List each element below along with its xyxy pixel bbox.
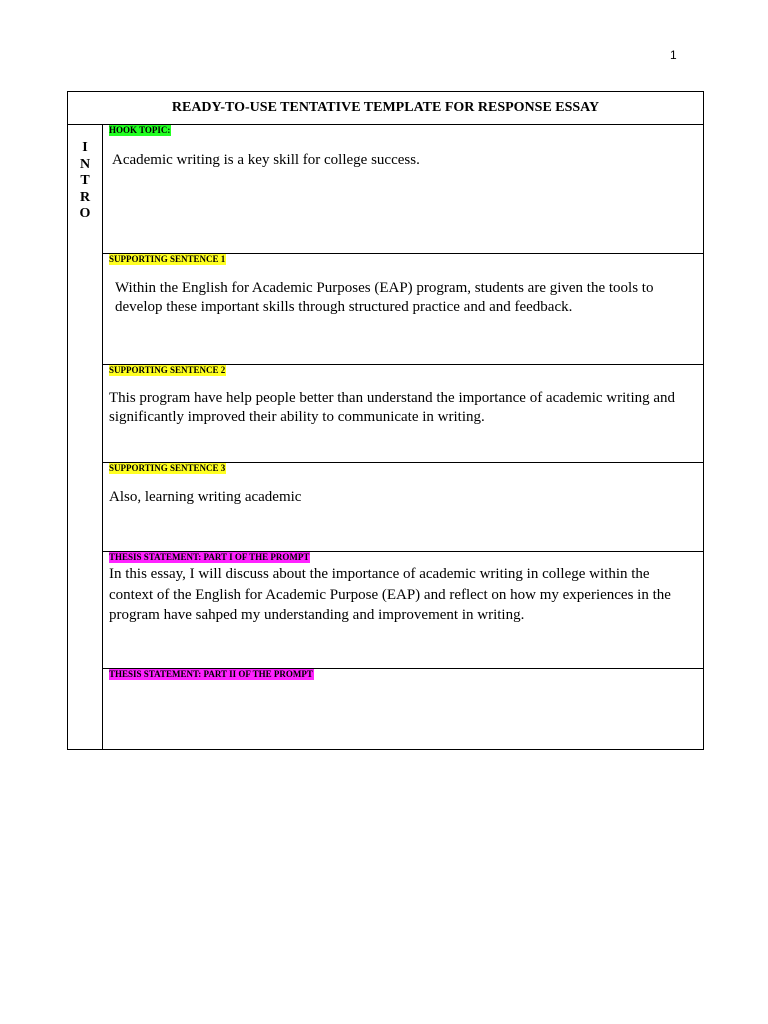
section-thesis-part-2 bbox=[103, 669, 703, 750]
supporting-sentence-2-text[interactable]: This program have help people better than understand the importance of academic writing and significantly improved their ability to communicate in writing. bbox=[109, 390, 676, 425]
section-hook-topic bbox=[103, 125, 703, 254]
side-letter: O bbox=[79, 206, 91, 221]
template-title: READY-TO-USE TENTATIVE TEMPLATE FOR RESPONSE ESSAY bbox=[68, 92, 703, 125]
essay-template-table bbox=[67, 91, 704, 750]
section-thesis-part-1 bbox=[103, 552, 703, 669]
side-letter: R bbox=[79, 189, 91, 205]
supporting-sentence-3-label: SUPPORTING SENTENCE 3 bbox=[109, 463, 226, 473]
hook-topic-label: HOOK TOPIC: bbox=[109, 125, 171, 135]
side-letter: I bbox=[82, 140, 88, 155]
hook-topic-text[interactable]: Academic writing is a key skill for college success. bbox=[112, 152, 420, 168]
thesis-part-2-label: THESIS STATEMENT: PART II OF THE PROMPT bbox=[109, 669, 313, 679]
section-supporting-sentence-3 bbox=[103, 463, 703, 552]
supporting-sentence-1-text[interactable]: Within the English for Academic Purposes (EAP) program, students are given the tools to develop these important skills through structured practice and and feedback. bbox=[115, 280, 654, 315]
supporting-sentence-2-label: SUPPORTING SENTENCE 2 bbox=[109, 365, 226, 375]
page-number: 1 bbox=[670, 48, 677, 62]
thesis-part-1-label: THESIS STATEMENT: PART I OF THE PROMPT bbox=[109, 552, 310, 562]
supporting-sentence-1-label: SUPPORTING SENTENCE 1 bbox=[109, 254, 226, 264]
side-letter: N bbox=[79, 156, 91, 172]
section-supporting-sentence-1 bbox=[103, 254, 703, 365]
intro-side-column bbox=[68, 125, 103, 749]
template-sections bbox=[103, 125, 703, 749]
section-supporting-sentence-2 bbox=[103, 365, 703, 463]
supporting-sentence-3-text[interactable]: Also, learning writing academic bbox=[109, 489, 302, 505]
thesis-part-1-text[interactable]: In this essay, I will discuss about the importance of academic writing in college within the context of the English for Academic Purpose (EAP) and reflect on how my experiences in the program have sahped my understanding and improvement in writing. bbox=[109, 566, 671, 623]
intro-side-label bbox=[68, 140, 102, 223]
side-letter: T bbox=[80, 173, 90, 188]
template-body bbox=[68, 125, 703, 749]
